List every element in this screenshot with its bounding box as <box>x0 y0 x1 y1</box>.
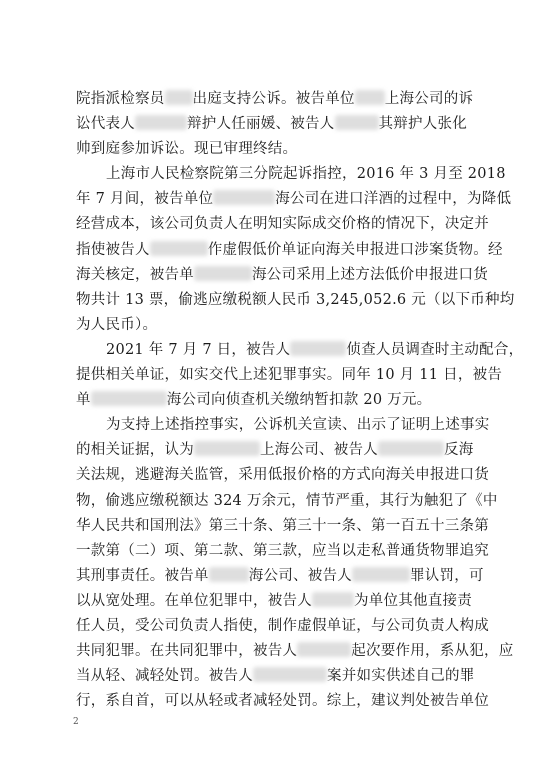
text-line-21: 以从宽处理。在单位犯罪中，被告人 为单位其他直接责 <box>76 592 472 609</box>
text-line-17: 物，偷逃应缴税额达 324 万余元，情节严重，其行为触犯了《中 <box>76 492 498 509</box>
redaction-mark <box>91 391 167 406</box>
redaction-mark <box>355 90 385 105</box>
text-line-22: 任人员，受公司负责人指使，制作虚假单证，与公司负责人构成 <box>76 617 489 634</box>
document-body <box>76 87 524 714</box>
text-line-18: 华人民共和国刑法》第三十条、第三十一条、第一百五十三条第 <box>76 517 489 534</box>
redaction-mark <box>335 115 379 130</box>
text-line-11: 2021 年 7 月 7 日，被告人 侦查人员调查时主动配合， <box>106 341 524 358</box>
redaction-mark <box>135 115 187 130</box>
text-line-12: 提供相关单证，如实交代上述犯罪事实。同年 10 月 11 日，被告 <box>76 367 503 384</box>
redaction-mark <box>213 190 275 205</box>
text-line-23: 共同犯罪。在共同犯罪中，被告人 起次要作用，系从犯，应 <box>76 643 514 660</box>
text-line-1: 院指派检察员 出庭支持公诉。被告单位 上海公司的诉 <box>76 91 474 107</box>
redaction-mark <box>209 567 249 582</box>
redaction-mark <box>150 241 208 256</box>
text-line-9: 物共计 13 票，偷逃应缴税额人民币 3,245,052.6 元（以下币种均 <box>76 291 515 308</box>
redaction-mark <box>194 441 260 456</box>
text-line-24: 当从轻、减轻处罚。被告人 案并如实供述自己的罪 <box>76 668 475 685</box>
redaction-mark <box>378 441 444 456</box>
text-line-8: 海关核定，被告单 海公司采用上述方法低价申报进口货 <box>76 266 488 283</box>
text-line-16: 关法规，逃避海关监管，采用低报价格的方式向海关申报进口货 <box>76 467 489 484</box>
text-line-19: 一款第（二）项、第二款、第三款，应当以走私普通货物罪追究 <box>76 542 489 559</box>
text-line-2: 讼代表人 辩护人任丽媛、被告人 其辩护人张化 <box>76 116 467 133</box>
redaction-mark <box>352 567 410 582</box>
text-line-20: 其刑事责任。被告单 海公司、被告人 罪认罚，可 <box>76 567 484 584</box>
page-number: 2 <box>73 717 79 727</box>
text-line-15: 的相关证据，认为 上海公司、被告人 反海 <box>76 442 474 459</box>
redaction-mark <box>290 341 346 356</box>
redaction-mark <box>297 642 351 657</box>
text-line-13: 单 海公司向侦查机关缴纳暂扣款 20 万元。 <box>76 392 432 409</box>
text-line-4: 上海市人民检察院第三分院起诉指控，2016 年 3 月至 2018 <box>106 166 506 183</box>
text-line-25: 行，系自首，可以从轻或者减轻处罚。综上，建议判处被告单位 <box>76 693 489 710</box>
redaction-mark <box>312 592 354 607</box>
redaction-mark <box>253 667 327 682</box>
text-line-7: 指使被告人 作虚假低价单证向海关申报进口涉案货物。经 <box>76 241 503 258</box>
text-line-3: 帅到庭参加诉讼。现已审理终结。 <box>76 141 298 158</box>
text-line-5: 年 7 月间，被告单位 海公司在进口洋酒的过程中，为降低 <box>76 191 512 208</box>
text-line-6: 经营成本，该公司负责人在明知实际成交价格的情况下，决定并 <box>76 216 489 233</box>
text-line-10: 为人民币）。 <box>76 316 158 333</box>
text-line-14: 为支持上述指控事实，公诉机关宣读、出示了证明上述事实 <box>106 417 490 434</box>
redaction-mark <box>165 90 193 105</box>
redaction-mark <box>194 266 252 281</box>
